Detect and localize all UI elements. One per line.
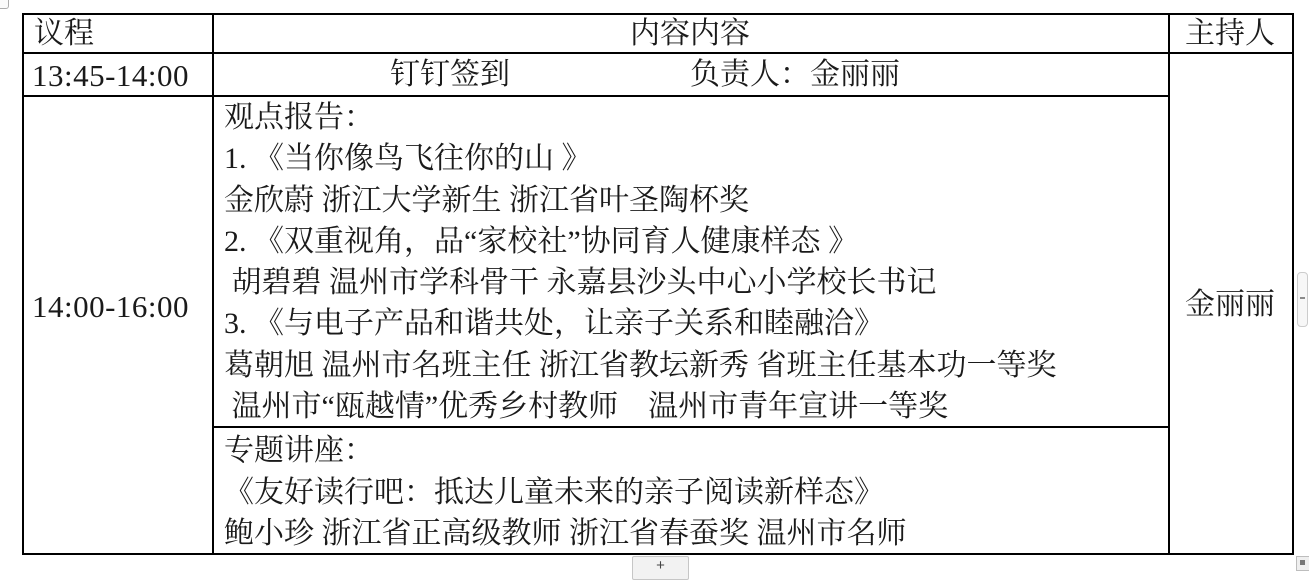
report-line: 温州市“瓯越情”优秀乡村教师 温州市青年宣讲一等奖 [224, 390, 949, 424]
lecture-line: 专题讲座： [224, 434, 374, 467]
report-line: 观点报告： [224, 101, 374, 134]
main-time-cell[interactable]: 14:00-16:00 [32, 289, 190, 324]
lecture-section-cell[interactable] [224, 430, 1170, 555]
report-section-cell[interactable] [224, 97, 1170, 427]
lecture-line: 鲍小珍 浙江省正高级教师 浙江省春蚕奖 温州市名师 [224, 517, 907, 551]
host-name-cell[interactable]: 金丽丽 [1185, 288, 1275, 322]
signin-responsible[interactable]: 负责人：金丽丽 [690, 58, 900, 91]
header-host[interactable]: 主持人 [1185, 17, 1275, 50]
table-move-handle-fragment[interactable] [0, 0, 9, 9]
lecture-line: 《友好读行吧：抵达儿童未来的亲子阅读新样态》 [224, 475, 884, 509]
report-line: 葛朝旭 温州市名班主任 浙江省教坛新秀 省班主任基本功一等奖 [224, 348, 1057, 382]
report-line: 金欣蔚 浙江大学新生 浙江省叶圣陶杯奖 [224, 183, 749, 217]
report-line: 胡碧碧 温州市学科骨干 永嘉县沙头中心小学校长书记 [224, 266, 937, 300]
plus-icon: + [656, 557, 665, 574]
signin-activity[interactable]: 钉钉签到 [390, 58, 510, 91]
signin-time-cell[interactable]: 13:45-14:00 [32, 58, 190, 93]
agenda-table [22, 13, 1294, 555]
report-line: 3. 《与电子产品和谐共处，让亲子关系和睦融洽》 [224, 307, 884, 341]
header-agenda[interactable]: 议程 [34, 17, 94, 50]
report-line: 1. 《当你像鸟飞往你的山 》 [224, 142, 592, 176]
report-line: 2. 《双重视角，品“家校社”协同育人健康样态 》 [224, 224, 859, 258]
scrollbar-thumb[interactable] [1297, 272, 1308, 327]
insert-row-button[interactable] [632, 556, 689, 580]
header-divider [24, 52, 1292, 54]
header-content[interactable]: 内容内容 [630, 17, 750, 50]
resize-grip-icon [1300, 560, 1305, 565]
scrollbar-grip-icon [1300, 297, 1305, 299]
